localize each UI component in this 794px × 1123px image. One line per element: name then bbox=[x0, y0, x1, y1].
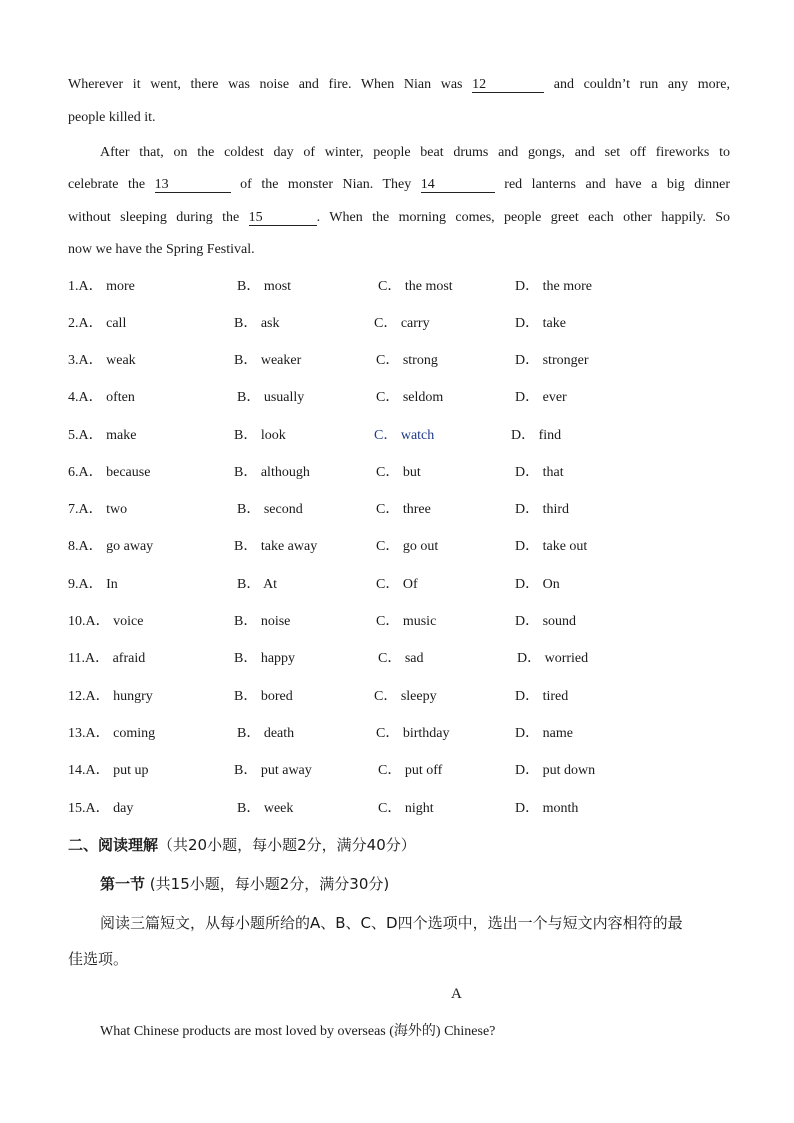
option-c: C． carry bbox=[374, 316, 430, 331]
passage-line-5 bbox=[68, 210, 730, 226]
option-c: C． sleepy bbox=[374, 689, 437, 704]
option-c: C． the most bbox=[378, 279, 453, 294]
option-d: D． third bbox=[515, 502, 570, 517]
passage-line-1 bbox=[68, 77, 730, 93]
option-b: B． death bbox=[237, 726, 295, 741]
passage-text: . When the morning comes, people greet each other happily. So bbox=[316, 210, 731, 225]
option-d: D． tired bbox=[515, 689, 569, 704]
option-a: 3.A． weak bbox=[68, 353, 136, 368]
option-a: 1.A． more bbox=[68, 279, 135, 294]
option-b: B． most bbox=[237, 279, 292, 294]
instruction-line-1: 阅读三篇短文，从每小题所给的A、B、C、D四个选项中，选出一个与短文内容相符的最 bbox=[100, 914, 683, 932]
option-b: B． although bbox=[234, 465, 310, 480]
option-b: B． At bbox=[237, 577, 278, 592]
option-row-11 bbox=[0, 647, 794, 667]
option-b: B． week bbox=[237, 801, 294, 816]
option-b: B． put away bbox=[234, 763, 312, 778]
option-b: B． second bbox=[237, 502, 303, 517]
option-a: 2.A． call bbox=[68, 316, 127, 331]
option-row-4 bbox=[0, 386, 794, 406]
option-c: C． seldom bbox=[376, 390, 444, 405]
option-c: C． music bbox=[376, 614, 437, 629]
option-a: 12.A． hungry bbox=[68, 689, 153, 704]
section-heading bbox=[68, 834, 416, 855]
option-d: D． On bbox=[515, 577, 560, 592]
option-b: B． bored bbox=[234, 689, 293, 704]
option-d: D． that bbox=[515, 465, 564, 480]
option-row-10 bbox=[0, 610, 794, 630]
option-c: C． three bbox=[376, 502, 431, 517]
section-note: （共20小题，每小题2分，满分40分） bbox=[158, 836, 416, 854]
option-row-15 bbox=[0, 797, 794, 817]
option-a: 9.A． In bbox=[68, 577, 118, 592]
option-a: 13.A． coming bbox=[68, 726, 156, 741]
passage-text: celebrate the bbox=[68, 177, 146, 192]
option-c: C． strong bbox=[376, 353, 438, 368]
option-a: 5.A． make bbox=[68, 428, 137, 443]
blank-15: 15 bbox=[249, 211, 317, 226]
option-a: 15.A． day bbox=[68, 801, 134, 816]
option-d: D． name bbox=[515, 726, 573, 741]
option-b: B． take away bbox=[234, 539, 318, 554]
part-title: 第一节 bbox=[100, 875, 146, 893]
option-d: D． worried bbox=[517, 651, 589, 666]
option-a: 14.A． put up bbox=[68, 763, 149, 778]
option-c: C． Of bbox=[376, 577, 418, 592]
option-d: D． month bbox=[515, 801, 579, 816]
passage-line-6: now we have the Spring Festival. bbox=[68, 242, 255, 257]
option-c: C． birthday bbox=[376, 726, 450, 741]
passage-text: Wherever it went, there was noise and fire. When Nian was bbox=[68, 77, 463, 92]
option-d: D． take bbox=[515, 316, 566, 331]
option-d: D． take out bbox=[515, 539, 588, 554]
option-d: D． the more bbox=[515, 279, 592, 294]
passage-line-4 bbox=[68, 177, 730, 193]
option-row-6 bbox=[0, 461, 794, 481]
option-a: 4.A． often bbox=[68, 390, 135, 405]
option-row-9 bbox=[0, 573, 794, 593]
option-row-5 bbox=[0, 424, 794, 444]
option-d: D． stronger bbox=[515, 353, 589, 368]
option-d: D． put down bbox=[515, 763, 596, 778]
option-c: C． put off bbox=[378, 763, 443, 778]
option-b: B． ask bbox=[234, 316, 280, 331]
option-d: D． find bbox=[511, 428, 562, 443]
option-c: C． but bbox=[376, 465, 421, 480]
passage-text: of the monster Nian. They bbox=[240, 177, 412, 192]
option-row-2 bbox=[0, 312, 794, 332]
option-c: C． watch bbox=[374, 428, 435, 443]
passage-text: red lanterns and have a big dinner bbox=[504, 177, 731, 192]
option-c: C． go out bbox=[376, 539, 439, 554]
option-b: B． look bbox=[234, 428, 286, 443]
instruction-line-2: 佳选项。 bbox=[68, 950, 129, 968]
blank-14: 14 bbox=[421, 178, 495, 193]
reading-question: What Chinese products are most loved by overseas (海外的) Chinese? bbox=[100, 1024, 496, 1039]
option-d: D． ever bbox=[515, 390, 567, 405]
passage-text: without sleeping during the bbox=[68, 210, 240, 225]
option-d: D． sound bbox=[515, 614, 577, 629]
part-note: (共15小题，每小题2分，满分30分) bbox=[149, 875, 390, 893]
option-a: 8.A． go away bbox=[68, 539, 154, 554]
option-a: 6.A． because bbox=[68, 465, 151, 480]
part-heading bbox=[100, 873, 389, 894]
option-row-12 bbox=[0, 685, 794, 705]
option-row-13 bbox=[0, 722, 794, 742]
option-b: B． noise bbox=[234, 614, 291, 629]
option-a: 11.A． afraid bbox=[68, 651, 146, 666]
passage-line-3: After that, on the coldest day of winter, people beat drums and gongs, and set off fireworks to bbox=[100, 145, 730, 160]
option-a: 7.A． two bbox=[68, 502, 128, 517]
option-a: 10.A． voice bbox=[68, 614, 144, 629]
option-row-1 bbox=[0, 275, 794, 295]
option-b: B． happy bbox=[234, 651, 296, 666]
option-row-7 bbox=[0, 498, 794, 518]
passage-line-2: people killed it. bbox=[68, 110, 156, 125]
blank-12: 12 bbox=[472, 78, 544, 93]
option-c: C． night bbox=[378, 801, 434, 816]
passage-label: A bbox=[451, 986, 462, 1002]
option-b: B． weaker bbox=[234, 353, 302, 368]
blank-13: 13 bbox=[155, 178, 231, 193]
section-title: 二、阅读理解 bbox=[68, 836, 159, 854]
option-c: C． sad bbox=[378, 651, 424, 666]
passage-text: and couldn’t run any more, bbox=[553, 77, 730, 92]
option-row-8 bbox=[0, 535, 794, 555]
option-row-14 bbox=[0, 759, 794, 779]
option-row-3 bbox=[0, 349, 794, 369]
option-b: B． usually bbox=[237, 390, 305, 405]
